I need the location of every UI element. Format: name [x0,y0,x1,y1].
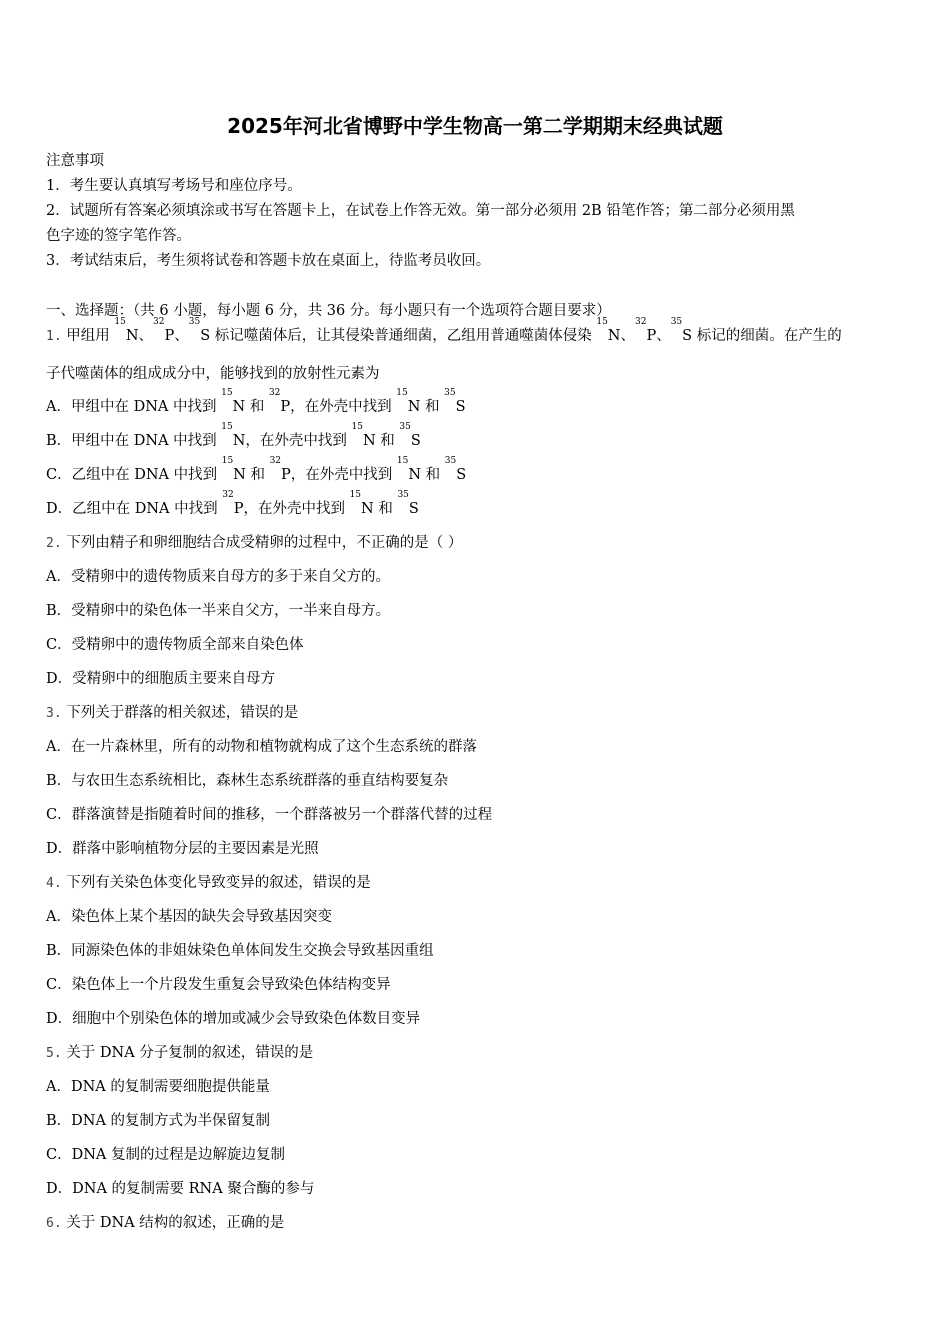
notice-heading: 注意事项 [46,153,104,169]
q2-option-b[interactable]: B．受精卵中的染色体一半来自父方，一半来自母方。 [46,603,391,619]
question-number: 2. [46,536,62,551]
question-2 [46,532,908,555]
question-stem: 下列有关染色体变化导致变异的叙述，错误的是 [66,875,371,891]
question-3 [46,702,908,725]
question-stem: 下列关于群落的相关叙述，错误的是 [66,705,299,721]
question-6 [46,1212,908,1235]
question-5 [46,1042,908,1065]
notice-item-1: 1．考生要认真填写考场号和座位序号。 [46,178,302,194]
question-number: 3. [46,706,62,721]
question-stem: 甲组用 $^{15}$N、$^{32}$P、$^{35}$S 标记噬菌体后，让其侵染普通细菌，乙组用普通噬菌体侵染 $^{15}$N、$^{32}$P、$^{35}$S 标记的细菌。在产生的 [66,317,842,344]
q4-option-b[interactable]: B．同源染色体的非姐妹染色单体间发生交换会导致基因重组 [46,943,434,959]
q2-option-a[interactable]: A．受精卵中的遗传物质来自母方的多于来自父方的。 [46,569,390,585]
q5-option-c[interactable]: C．DNA 复制的过程是边解旋边复制 [46,1147,285,1163]
notice-item-2: 2．试题所有答案必须填涂或书写在答题卡上，在试卷上作答无效。第一部分必须用 2B 铅笔作答；第二部分必须用黑 [46,203,795,219]
q2-option-c[interactable]: C．受精卵中的遗传物质全部来自染色体 [46,637,304,653]
question-4 [46,872,908,895]
q3-option-b[interactable]: B．与农田生态系统相比，森林生态系统群落的垂直结构要复杂 [46,773,449,789]
notice-item-3: 3．考试结束后，考生须将试卷和答题卡放在桌面上，待监考员收回。 [46,253,491,269]
q1-option-a[interactable]: A．甲组中在 DNA 中找到 $^{15}$N 和 $^{32}$P，在外壳中找到 $^{15}$N 和 $^{35}$S [46,388,466,415]
q3-option-a[interactable]: A．在一片森林里，所有的动物和植物就构成了这个生态系统的群落 [46,739,477,755]
question-stem: 关于 DNA 结构的叙述，正确的是 [66,1215,285,1231]
q5-option-a[interactable]: A．DNA 的复制需要细胞提供能量 [46,1079,270,1095]
q2-option-d[interactable]: D．受精卵中的细胞质主要来自母方 [46,671,276,687]
question-number: 1. [46,329,62,344]
question-stem: 下列由精子和卵细胞结合成受精卵的过程中，不正确的是（ ） [66,535,463,551]
notice-item-2-cont: 色字迹的签字笔作答。 [46,228,191,244]
q3-option-d[interactable]: D．群落中影响植物分层的主要因素是光照 [46,841,319,857]
q5-option-b[interactable]: B．DNA 的复制方式为半保留复制 [46,1113,271,1129]
q3-option-c[interactable]: C．群落演替是指随着时间的推移，一个群落被另一个群落代替的过程 [46,807,493,823]
q1-option-c[interactable]: C．乙组中在 DNA 中找到 $^{15}$N 和 $^{32}$P，在外壳中找到 $^{15}$N 和 $^{35}$S [46,456,467,483]
q1-option-b[interactable]: B．甲组中在 DNA 中找到 $^{15}$N，在外壳中找到 $^{15}$N 和 $^{35}$S [46,422,421,449]
question-number: 6. [46,1216,62,1231]
q1-option-d[interactable]: D．乙组中在 DNA 中找到 $^{32}$P，在外壳中找到 $^{15}$N 和 $^{35}$S [46,490,419,517]
question-1 [46,317,908,348]
question-number: 5. [46,1046,62,1061]
q5-option-d[interactable]: D．DNA 的复制需要 RNA 聚合酶的参与 [46,1181,315,1197]
q4-option-a[interactable]: A．染色体上某个基因的缺失会导致基因突变 [46,909,332,925]
section-heading: 一、选择题：（共 6 小题，每小题 6 分，共 36 分。每小题只有一个选项符合题目要求） [46,303,611,319]
question-number: 4. [46,876,62,891]
q4-option-d[interactable]: D．细胞中个别染色体的增加或减少会导致染色体数目变异 [46,1011,421,1027]
question-1-stem-cont: 子代噬菌体的组成成分中，能够找到的放射性元素为 [46,366,380,382]
page-title: 2025年河北省博野中学生物高一第二学期期末经典试题 [227,114,723,138]
q4-option-c[interactable]: C．染色体上一个片段发生重复会导致染色体结构变异 [46,977,391,993]
question-stem: 关于 DNA 分子复制的叙述，错误的是 [66,1045,314,1061]
